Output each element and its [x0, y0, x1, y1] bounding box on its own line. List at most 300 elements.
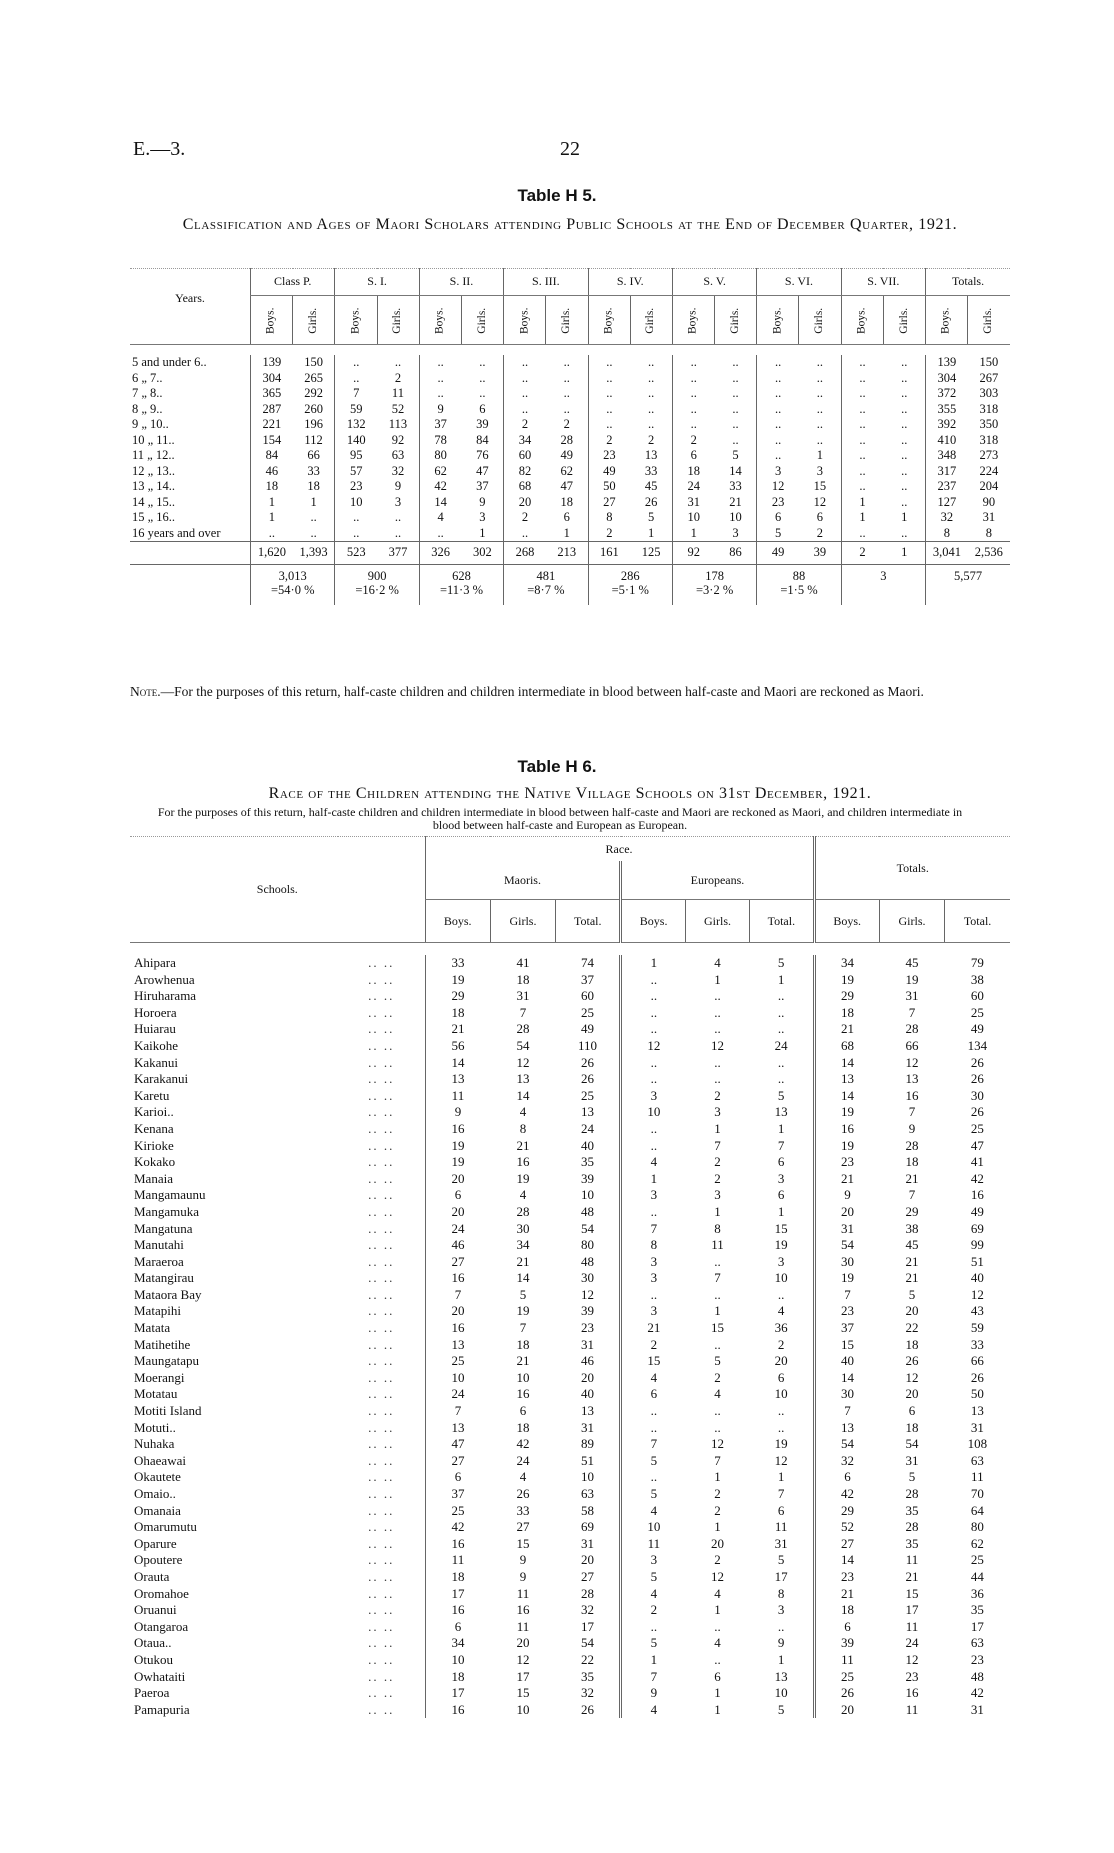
table-row [130, 1403, 1010, 1420]
table-cell: 5 [777, 1701, 785, 1717]
table-cell: 9 [908, 1120, 916, 1136]
table-row [130, 1586, 1010, 1603]
combined-cell [588, 565, 672, 606]
table-cell: .. [901, 479, 908, 493]
leader-dots: .. .. [368, 1701, 395, 1717]
table-cell: 19 [814, 972, 879, 989]
table-cell: .. [563, 355, 570, 369]
table-cell: 3 [816, 463, 823, 478]
school-name: Kokako [134, 1154, 176, 1170]
leader-dots: .. .. [368, 1469, 395, 1485]
table-cell: 24 [672, 479, 714, 495]
table-cell: .. [714, 1004, 721, 1020]
table-cell: 66 [905, 1037, 919, 1053]
table-cell: 2 [563, 417, 570, 431]
table-cell: 3 [777, 1170, 785, 1186]
table-cell: 9 [479, 494, 486, 509]
school-name: Karioi.. [134, 1104, 174, 1120]
table-cell: 33 [729, 479, 742, 493]
combined-cell [251, 565, 335, 606]
table-h5-title: Table H 5. [517, 186, 597, 205]
table-cell: .. [901, 355, 908, 369]
table-cell: 68 [814, 1038, 879, 1055]
table-cell: 154 [251, 433, 293, 449]
table-cell: .. [901, 386, 908, 400]
table-cell: 38 [905, 1220, 919, 1236]
table-cell: 4 [621, 1370, 685, 1387]
table-cell: .. [504, 386, 546, 402]
table-row [130, 1254, 1010, 1271]
table-cell: .. [816, 386, 823, 400]
table-cell: 150 [304, 355, 323, 369]
table-cell: 12 [905, 1054, 919, 1070]
table-row [130, 1702, 1010, 1719]
leader-dots: .. .. [368, 1004, 395, 1020]
school-name: Manutahi [134, 1237, 184, 1253]
combined-total: 88 [792, 569, 806, 583]
sub-header-label: Girls. [728, 307, 741, 334]
table-cell: 5 [519, 1286, 527, 1302]
table-cell: 31 [581, 1535, 595, 1551]
combined-percent: =3·2 % [695, 583, 734, 597]
table-cell: 60 [504, 448, 546, 464]
table-cell: 2 [588, 526, 630, 542]
table-cell: 4 [714, 1585, 721, 1601]
table-cell: 90 [982, 494, 996, 509]
table-cell: .. [563, 370, 570, 385]
table-cell: 62 [970, 1535, 984, 1551]
table-cell: 84 [251, 448, 293, 464]
table-cell: 24 [425, 1386, 490, 1403]
age-label: 15 „ 16.. [132, 510, 176, 524]
table-h5-caption: Classification and Ages of Maori Scholars attending Public Schools at the End of December Quarter, 1921. [182, 216, 958, 233]
table-cell: 4 [777, 1303, 785, 1319]
boys-header [504, 296, 546, 345]
table-cell: 260 [304, 401, 323, 416]
school-name: Omaio.. [134, 1486, 176, 1501]
table-row [130, 1237, 1010, 1254]
table-cell: 12 [710, 1037, 724, 1053]
class-group-header: S. I. [335, 269, 419, 296]
table-cell: 5 [908, 1469, 916, 1485]
school-name: Matihetihe [134, 1336, 191, 1352]
school-name: Omanaia [134, 1502, 181, 1518]
table-cell: 7 [814, 1403, 879, 1420]
school-name: Nuhaka [134, 1436, 175, 1452]
table-cell: 50 [970, 1386, 984, 1402]
table-cell: 7 [814, 1287, 879, 1304]
column-header: Girls. [490, 900, 555, 943]
table-row [130, 371, 1010, 387]
table-cell: 35 [581, 1154, 595, 1170]
column-header: Boys. [621, 900, 685, 943]
table-cell: 21 [814, 1586, 879, 1603]
table-cell: 10 [672, 510, 714, 526]
table-cell: 46 [581, 1353, 595, 1369]
table-cell: 7 [519, 1320, 527, 1336]
table-cell: 6 [777, 1502, 785, 1518]
total-cell: 2 [841, 542, 883, 565]
sub-header-label: Girls. [560, 307, 573, 334]
table-cell: 7 [425, 1403, 490, 1420]
table-cell: .. [588, 355, 630, 371]
table-cell: 54 [905, 1436, 919, 1452]
spacer-row [130, 943, 1010, 956]
column-header: Total. [750, 900, 814, 943]
table-cell: 25 [581, 1087, 595, 1103]
table-cell: 5 [777, 1087, 785, 1103]
table-cell: 27 [425, 1254, 490, 1271]
table-cell: 42 [970, 1170, 984, 1186]
total-cell: 1,620 [251, 542, 293, 565]
table-cell: .. [335, 510, 377, 526]
table-cell: 4 [519, 1469, 527, 1485]
table-row [130, 1602, 1010, 1619]
combined-percent: =11·3 % [439, 583, 483, 597]
table-cell: 5 [777, 955, 785, 970]
table-cell: 3 [479, 510, 486, 524]
table-cell: 3 [714, 1187, 721, 1203]
table-cell: 13 [970, 1403, 984, 1419]
table-cell: 9 [425, 1104, 490, 1121]
school-name: Horoera [134, 1004, 177, 1020]
table-cell: 26 [970, 1104, 984, 1120]
table-cell: 9 [419, 402, 461, 418]
table-cell: .. [310, 525, 317, 540]
table-h6-subcaption: For the purposes of this return, half-caste children and children intermediate in blood between half-caste and Maori are reckoned as Maori, and children intermediate in blood between half-caste and European as European. [157, 805, 963, 832]
table-cell: 37 [425, 1486, 490, 1503]
boys-header [757, 296, 799, 345]
school-name: Moerangi [134, 1369, 185, 1385]
table-cell: 19 [814, 1270, 879, 1287]
combined-percent: =54·0 % [270, 583, 315, 597]
table-cell: 2 [714, 1087, 721, 1103]
total-cell: 2,536 [968, 542, 1010, 565]
combined-total: 628 [452, 569, 471, 583]
table-cell: .. [777, 988, 785, 1004]
table-cell: 273 [979, 448, 999, 462]
age-label: 5 and under 6.. [132, 355, 207, 369]
girls-header [715, 296, 757, 345]
table-cell: 23 [814, 1303, 879, 1320]
table-cell: 5 [777, 1552, 785, 1568]
school-name: Pamapuria [134, 1701, 190, 1717]
leader-dots: .. .. [368, 1203, 395, 1219]
table-cell: 132 [335, 417, 377, 433]
table-cell: .. [310, 510, 317, 524]
table-cell: 13 [581, 1104, 595, 1120]
table-cell: 12 [621, 1038, 685, 1055]
leader-dots: .. .. [368, 1552, 395, 1568]
leader-dots: .. .. [368, 1452, 395, 1468]
table-cell: 66 [970, 1353, 984, 1369]
table-cell: 1 [621, 1652, 685, 1669]
table-cell: 372 [926, 386, 968, 402]
table-cell: 50 [588, 479, 630, 495]
leader-dots: .. .. [368, 1419, 395, 1435]
table-cell: 11 [711, 1237, 724, 1253]
combined-percent: =5·1 % [611, 583, 649, 597]
column-header: Total. [945, 900, 1010, 943]
column-header: Girls. [685, 900, 749, 943]
table-cell: 2 [714, 1369, 721, 1385]
table-cell: 29 [905, 1203, 919, 1219]
table-cell: 11 [516, 1585, 530, 1601]
table-cell: .. [504, 355, 546, 371]
table-cell: 12 [581, 1286, 595, 1302]
school-name: Motuti.. [134, 1419, 176, 1435]
table-cell: 47 [560, 479, 573, 493]
table-cell: .. [901, 417, 908, 431]
table-cell: .. [588, 402, 630, 418]
leader-dots: .. .. [368, 1353, 395, 1369]
table-cell: 43 [970, 1303, 984, 1319]
total-cell: 161 [588, 542, 630, 565]
table-cell: 52 [814, 1519, 879, 1536]
table-cell: 26 [970, 1369, 984, 1385]
table-cell: 7 [519, 1004, 527, 1020]
table-cell: 292 [304, 386, 323, 400]
leader-dots: .. .. [368, 971, 395, 987]
table-cell: 31 [581, 1336, 595, 1352]
table-cell: 20 [774, 1353, 788, 1369]
table-cell: 10 [516, 1701, 530, 1717]
table-cell: .. [777, 1618, 785, 1634]
table-cell: 17 [425, 1586, 490, 1603]
table-cell: 4 [621, 1154, 685, 1171]
school-name: Omarumutu [134, 1519, 197, 1535]
table-cell: 134 [967, 1037, 988, 1053]
school-name: Owhataiti [134, 1668, 186, 1684]
school-name: Kakanui [134, 1054, 179, 1070]
table-cell: .. [714, 1054, 721, 1070]
table-cell: .. [816, 401, 823, 416]
table-row [130, 402, 1010, 418]
table-cell: 18 [905, 1336, 919, 1352]
table-cell: 11 [905, 1701, 919, 1717]
table-cell: 110 [578, 1037, 598, 1053]
table-cell: 7 [908, 1104, 916, 1120]
table-cell: .. [757, 402, 799, 418]
leader-dots: .. .. [368, 1369, 395, 1385]
leader-dots: .. .. [368, 1120, 395, 1136]
table-cell: 6 [816, 510, 823, 524]
table-cell: 32 [391, 463, 405, 478]
table-cell: 54 [581, 1635, 595, 1651]
school-name: Manaia [134, 1170, 173, 1186]
table-cell: 16 [516, 1154, 530, 1170]
table-cell: .. [714, 988, 721, 1004]
table-cell: 1 [816, 448, 823, 462]
page-number: 22 [560, 138, 580, 160]
table-cell: .. [419, 371, 461, 387]
table-cell: 10 [729, 510, 742, 524]
table-row [130, 479, 1010, 495]
table-cell: 80 [581, 1237, 595, 1253]
table-cell: 6 [425, 1619, 490, 1636]
table-cell: .. [647, 401, 655, 416]
column-header: Total. [556, 900, 621, 943]
table-cell: 5 [621, 1635, 685, 1652]
table-cell: 35 [905, 1502, 919, 1518]
class-group-header: S. IV. [588, 269, 672, 296]
combined-percent: =8·7 % [527, 583, 565, 597]
table-row [130, 1386, 1010, 1403]
table-cell: 42 [814, 1486, 879, 1503]
table-cell: 4 [621, 1503, 685, 1520]
table-cell: 20 [814, 1204, 879, 1221]
girls-header [968, 296, 1010, 345]
table-cell: 40 [581, 1386, 595, 1402]
table-cell: 78 [419, 433, 461, 449]
table-cell: 25 [425, 1503, 490, 1520]
table-cell: .. [588, 386, 630, 402]
age-label: 14 „ 15.. [132, 494, 176, 509]
table-cell: 26 [970, 1054, 984, 1070]
table-cell: .. [621, 1204, 685, 1221]
table-cell: 2 [588, 433, 630, 449]
table-cell: 2 [621, 1337, 685, 1354]
leader-dots: .. .. [368, 1237, 395, 1253]
girls-header [799, 296, 841, 345]
table-cell: .. [621, 1420, 685, 1437]
combined-cell [419, 565, 503, 606]
table-cell: 26 [581, 1054, 595, 1070]
table-cell: 5 [621, 1486, 685, 1503]
girls-header [293, 296, 335, 345]
table-row [130, 1370, 1010, 1387]
table-cell: 31 [516, 988, 530, 1004]
total-cell: 92 [672, 542, 714, 565]
table-row [130, 1204, 1010, 1221]
leader-dots: .. .. [368, 1104, 395, 1120]
table-cell: 22 [905, 1320, 919, 1336]
table-cell: 1 [621, 955, 685, 972]
table-cell: 33 [307, 463, 320, 478]
table-cell: 8 [777, 1585, 785, 1601]
table-cell: 150 [979, 355, 999, 369]
table-cell: 16 [425, 1270, 490, 1287]
table-cell: 2 [504, 417, 546, 433]
table-cell: 18 [560, 494, 573, 509]
table-cell: 70 [970, 1486, 984, 1501]
sub-header-label: Girls. [982, 307, 995, 334]
table-cell: 14 [419, 495, 461, 511]
table-cell: .. [901, 432, 908, 447]
table-cell: 17 [581, 1618, 595, 1634]
table-row [130, 1021, 1010, 1038]
table-cell: 42 [970, 1685, 984, 1701]
europeans-header: Europeans. [621, 861, 814, 900]
girls-header [546, 296, 588, 345]
table-cell: 6 [757, 510, 799, 526]
table-cell: 6 [425, 1469, 490, 1486]
table-cell: 18 [516, 1336, 530, 1352]
table-cell: 37 [419, 417, 461, 433]
table-cell: 6 [777, 1154, 785, 1170]
table-cell: 25 [970, 1552, 984, 1568]
table-row [130, 1453, 1010, 1470]
table-cell: 2 [714, 1154, 721, 1170]
school-name: Oromahoe [134, 1585, 189, 1601]
table-cell: .. [901, 370, 908, 385]
table-cell: .. [621, 1287, 685, 1304]
table-cell: .. [621, 1469, 685, 1486]
girls-header [377, 296, 419, 345]
table-cell: 59 [970, 1320, 984, 1336]
school-name: Huiarau [134, 1021, 176, 1037]
table-cell: 21 [905, 1270, 919, 1286]
table-cell: .. [732, 417, 739, 431]
table-cell: .. [714, 1253, 721, 1269]
table-cell: 80 [970, 1519, 984, 1535]
table-cell: 18 [814, 1602, 879, 1619]
table-cell: .. [777, 1419, 785, 1435]
table-cell: 24 [905, 1635, 919, 1651]
table-cell: 27 [588, 495, 630, 511]
boys-header [335, 296, 377, 345]
leader-dots: .. .. [368, 1486, 395, 1501]
table-cell: .. [672, 417, 714, 433]
table-cell: 15 [813, 479, 827, 493]
table-cell: 5 [714, 1353, 721, 1369]
leader-dots: .. .. [368, 1320, 395, 1336]
table-cell: 11 [814, 1652, 879, 1669]
table-cell: .. [335, 526, 377, 542]
table-cell: 1 [563, 525, 570, 540]
table-cell: 127 [926, 495, 968, 511]
table-row [130, 955, 1010, 972]
table-cell: 3 [621, 1088, 685, 1105]
leader-dots: .. .. [368, 1685, 395, 1701]
table-cell: 18 [307, 479, 320, 493]
table-cell: 1 [479, 525, 486, 540]
table-cell: 62 [419, 464, 461, 480]
table-cell: .. [621, 1071, 685, 1088]
table-cell: 1 [777, 1651, 785, 1667]
table-cell: 13 [814, 1071, 879, 1088]
table-cell: 3 [621, 1270, 685, 1287]
leader-dots: .. .. [368, 1403, 395, 1419]
table-cell: 24 [516, 1452, 530, 1468]
table-cell: 28 [905, 1021, 919, 1037]
combined-total: 481 [536, 569, 556, 583]
leader-dots: .. .. [368, 1502, 395, 1518]
table-cell: 15 [814, 1337, 879, 1354]
table-cell: 108 [967, 1436, 988, 1452]
leader-dots: .. .. [368, 1071, 395, 1087]
table-cell: 20 [425, 1204, 490, 1221]
table-cell: 23 [970, 1651, 984, 1667]
school-name: Matata [134, 1320, 171, 1336]
table-cell: 28 [560, 432, 573, 447]
table-cell: 6 [672, 448, 714, 464]
table-cell: 28 [905, 1137, 919, 1153]
table-row [130, 448, 1010, 464]
table-cell: 1 [714, 1469, 721, 1485]
leader-dots: .. .. [368, 1220, 395, 1236]
total-cell: 125 [630, 542, 672, 565]
table-cell: 24 [581, 1120, 595, 1136]
table-cell: 12 [710, 1568, 724, 1584]
table-cell: 8 [621, 1237, 685, 1254]
table-row [130, 1171, 1010, 1188]
table-cell: 25 [425, 1353, 490, 1370]
schools-header: Schools. [130, 837, 425, 943]
total-cell: 1,393 [293, 542, 335, 565]
total-cell: 377 [377, 542, 419, 565]
table-cell: 8 [519, 1120, 527, 1136]
